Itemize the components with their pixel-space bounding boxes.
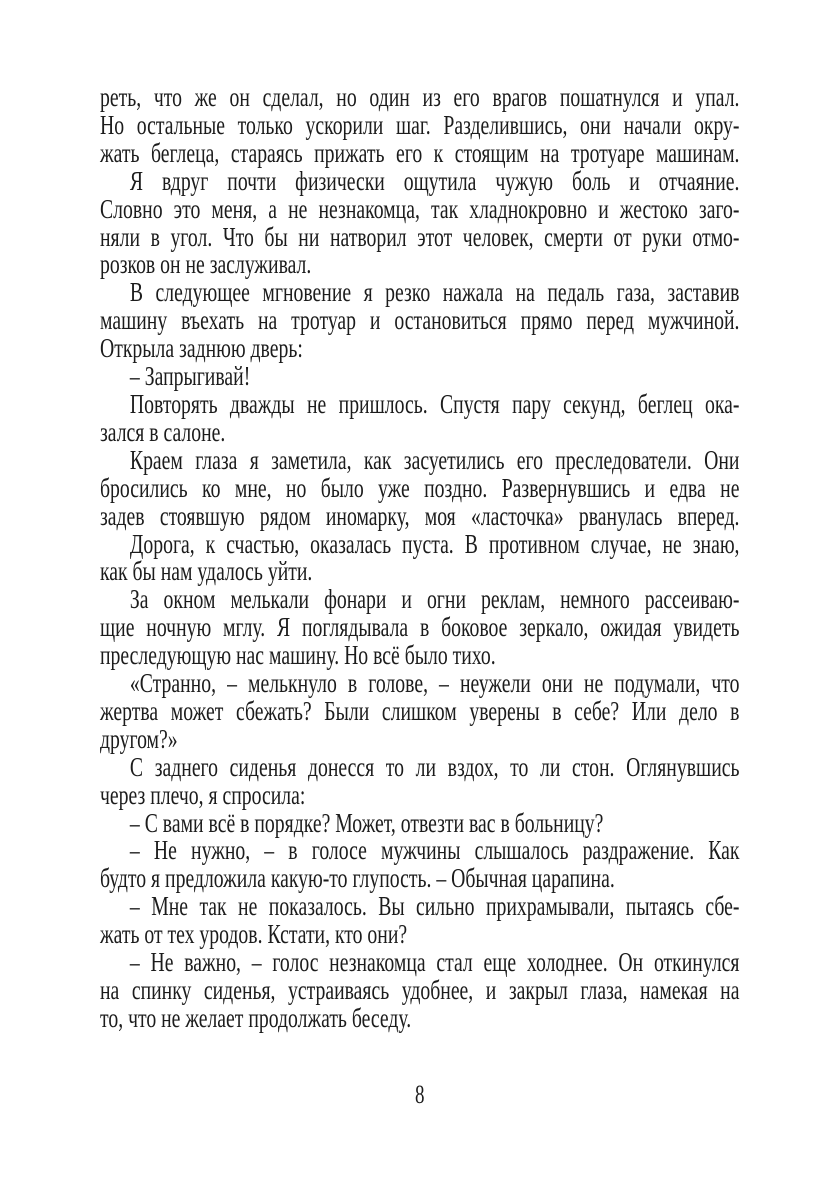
text-line: – Не нужно, – в голосе мужчины слышалось раздражение. Как bbox=[129, 835, 740, 866]
text-line: За окном мелькали фонари и огни реклам, немного рассеиваю- bbox=[129, 584, 740, 615]
paragraph bbox=[100, 444, 740, 531]
text-line: Краем глаза я заметила, как засуетились его преследователи. Они bbox=[129, 444, 740, 475]
text-line: преследующую нас машину. Но всё было тихо. bbox=[100, 640, 496, 671]
text-line: машину въехать на тротуар и остановиться прямо перед мужчиной. bbox=[100, 305, 740, 336]
page-number: 8 bbox=[414, 1079, 425, 1109]
paragraph bbox=[100, 670, 739, 754]
text-line: щие ночную мглу. Я поглядывала в боковое зеркало, ожидая увидеть bbox=[100, 612, 740, 643]
paragraph bbox=[100, 837, 739, 893]
paragraph bbox=[100, 893, 739, 949]
text-line: «Странно, – мелькнуло в голове, – неужели они не подумали, что bbox=[129, 668, 740, 699]
text-line: Словно это меня, а не незнакомца, так хладнокровно и жестоко заго- bbox=[100, 193, 740, 224]
text-line: зался в салоне. bbox=[100, 416, 226, 447]
text-line: Но остальные только ускорили шаг. Разделившись, они начали окру- bbox=[100, 109, 740, 140]
text-line: на спинку сиденья, устраиваясь удобнее, и закрыл глаза, намекая на bbox=[100, 975, 740, 1005]
text-line: розков он не заслуживал. bbox=[100, 249, 312, 280]
text-line: Дорога, к счастью, оказалась пуста. В противном случае, не знаю, bbox=[129, 528, 740, 559]
text-line: бросились ко мне, но было уже поздно. Развернувшись и едва не bbox=[100, 472, 740, 503]
text-line: жать от тех уродов. Кстати, кто они? bbox=[100, 919, 408, 950]
text-line: – Запрыгивай! bbox=[129, 361, 251, 392]
paragraph bbox=[100, 949, 739, 1033]
text-line: Повторять дважды не пришлось. Спустя пару секунд, беглец ока- bbox=[129, 388, 740, 419]
paragraph bbox=[100, 363, 739, 391]
text-line: жать беглеца, стараясь прижать его к стоящим на тротуаре машинам. bbox=[100, 137, 740, 168]
text-line: реть, что же он сделал, но один из его врагов пошатнулся и упал. bbox=[100, 82, 740, 112]
paragraph bbox=[100, 279, 739, 363]
text-line: задев стоявшую рядом иномарку, моя «ласточка» рванулась вперед. bbox=[100, 500, 740, 531]
text-line: няли в угол. Что бы ни натворил этот человек, смерти от руки отмо- bbox=[100, 221, 740, 252]
paragraph bbox=[100, 807, 739, 838]
text-line: – Мне так не показалось. Вы сильно прихрамывали, пытаясь сбе- bbox=[129, 891, 740, 922]
text-line: жертва может сбежать? Были слишком уверены в себе? Или дело в bbox=[100, 695, 740, 726]
text-line: В следующее мгновение я резко нажала на педаль газа, заставив bbox=[129, 277, 740, 308]
paragraph bbox=[100, 751, 740, 810]
page-text bbox=[100, 84, 739, 1109]
paragraph bbox=[100, 84, 739, 168]
text-line: С заднего сиденья донесся то ли вздох, то ли стон. Оглянувшись bbox=[129, 751, 740, 782]
text-line: – Не важно, – голос незнакомца стал еще холоднее. Он откинулся bbox=[129, 947, 740, 978]
text-line: другом?» bbox=[100, 723, 178, 754]
text-line: через плечо, я спросила: bbox=[100, 779, 306, 810]
text-line: будто я предложила какую-то глупость. – Обычная царапина. bbox=[100, 863, 615, 894]
paragraph bbox=[100, 388, 740, 447]
paragraph bbox=[100, 165, 740, 280]
text-line: то, что не желает продолжать беседу. bbox=[100, 1002, 412, 1033]
text-line: – С вами всё в порядке? Может, отвезти вас в больницу? bbox=[129, 807, 604, 838]
paragraph bbox=[100, 528, 740, 587]
text-line: Я вдруг почти физически ощутила чужую боль и отчаяние. bbox=[129, 165, 740, 196]
text-line: Открыла заднюю дверь: bbox=[100, 333, 303, 364]
text-line: как бы нам удалось уйти. bbox=[100, 556, 313, 587]
paragraph bbox=[100, 586, 739, 670]
